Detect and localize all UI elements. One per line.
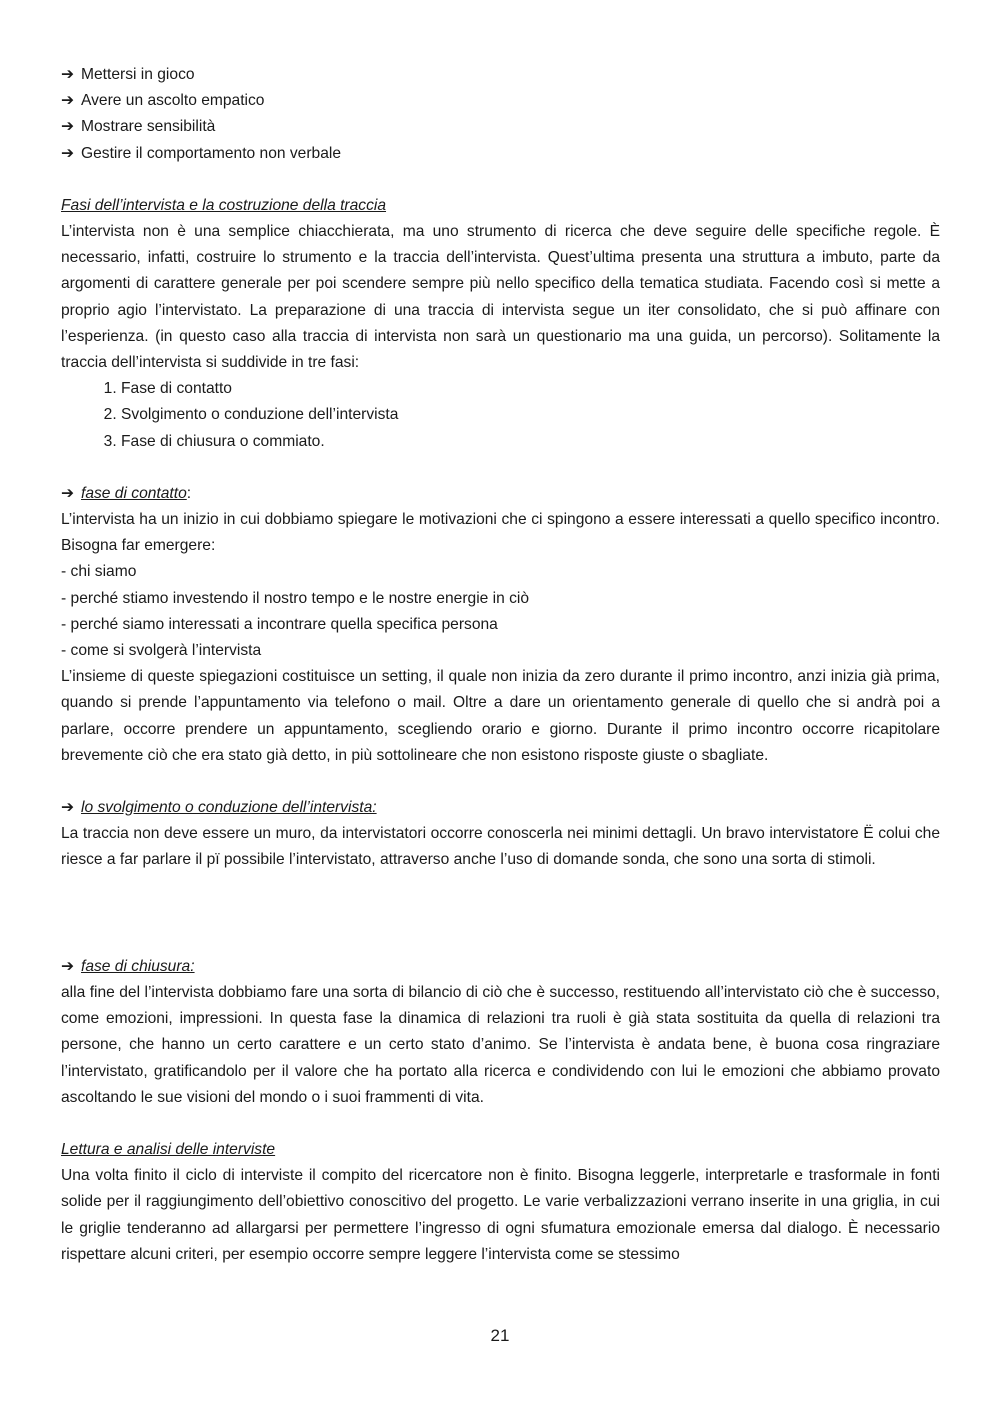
arrow-icon: ➔	[61, 957, 75, 975]
list-item: 2. Svolgimento o conduzione dell’intervista	[121, 402, 940, 428]
page-content	[61, 62, 940, 1268]
section-heading-lettura: Lettura e analisi delle interviste	[61, 1140, 276, 1158]
bullet-item: ➔ Mostrare sensibilità	[61, 114, 940, 140]
paragraph-fasi: L’intervista non è una semplice chiacchierata, ma uno strumento di ricerca che deve seguire delle specifiche regole. È necessario, infatti, costruire lo strumento e la traccia dell’intervista. Quest’ultima presenta una struttura a imbuto, parte da argomenti di carattere generale per poi scendere sempre più nello specifico della tematica studiata. Facendo così si mette a proprio agio l’intervistato. La preparazione di una traccia di intervista segue un iter consolidato, che si può affinare con l’esperienza. (in questo caso alla traccia di intervista non sarà un questionario ma una guida, un percorso). Solitamente la traccia dell’intervista si suddivide in tre fasi:	[61, 223, 940, 372]
paragraph-svolgimento: La traccia non deve essere un muro, da intervistatori occorre conoscerla nei minimi dettagli. Un bravo intervistatore Ë colui che riesce a far parlare il pï possibile l’intervistato, attraverso anche l’uso di domande sonda, che sono una sorta di stimoli.	[61, 825, 940, 869]
section-heading-fasi: Fasi dell’intervista e la costruzione della traccia	[61, 196, 387, 214]
paragraph-contatto-2: L’insieme di queste spiegazioni costituisce un setting, il quale non inizia da zero durante il primo incontro, anzi inizia già prima, quando si prende l’appuntamento via telefono o mail. Oltre a dare un orientamento generale di quello che si andrà poi a parlare, occorre prendere un appuntamento, scegliendo orario e giorno. Durante il primo incontro occorre ricapitolare brevemente ciò che era stato già detto, in più sottolineare che non esistono risposte giuste o sbagliate.	[61, 668, 940, 764]
arrow-icon: ➔	[61, 118, 75, 136]
section-heading-svolgimento: ➔ lo svolgimento o conduzione dell’intervista:	[61, 795, 940, 821]
paragraph-chiusura: alla fine del l’intervista dobbiamo fare una sorta di bilancio di ciò che è successo, restituendo all’intervistato ciò che è successo, come emozioni, impressioni. In questa fase la dinamica di relazioni tra ruoli è già stata sostituita da quella di relazioni tra persone, che hanno un certo carattere e un certo stato d’animo. Se l’intervista è andata bene, è buona cosa ringraziare l’intervistato, gratificandolo per il valore che ha portato alla ricerca e condividendo con lui le emozioni che abbiamo provato ascoltando le sue visioni del mondo o i suoi frammenti di vita.	[61, 983, 940, 1106]
bullet-item: ➔ Avere un ascolto empatico	[61, 88, 940, 114]
dash-item: - chi siamo	[61, 563, 137, 581]
page-number: 21	[490, 1326, 510, 1345]
dash-item: - perché siamo interessati a incontrare quella specifica persona	[61, 615, 498, 633]
paragraph-lettura: Una volta finito il ciclo di interviste il compito del ricercatore non è finito. Bisogna leggerle, interpretarle e trasformale in fonti solide per il raggiungimento dell’obiettivo conoscitivo del progetto. Le varie verbalizzazioni verrano inserite in una griglia, in cui le griglie tenderanno ad allargarsi per permettere l’ingresso di ogni sfumatura emozionale emersa dal dialogo. È necessario rispettare alcuni criteri, per esempio occorre sempre leggere l’intervista come se stessimo	[61, 1167, 940, 1263]
bullet-item: ➔ Mettersi in gioco	[61, 62, 940, 88]
list-item: 3. Fase di chiusura o commiato.	[121, 429, 940, 455]
arrow-icon: ➔	[61, 92, 75, 110]
section-heading-chiusura: ➔ fase di chiusura:	[61, 954, 940, 980]
paragraph-contatto-1: L’intervista ha un inizio in cui dobbiamo spiegare le motivazioni che ci spingono a essere interessati a quello specifico incontro. Bisogna far emergere:	[61, 511, 940, 555]
dash-item: - perché stiamo investendo il nostro tempo e le nostre energie in ciò	[61, 589, 530, 607]
phases-list	[61, 376, 940, 455]
arrow-icon: ➔	[61, 144, 75, 162]
section-heading-contatto: ➔ fase di contatto:	[61, 481, 940, 507]
arrow-icon: ➔	[61, 66, 75, 83]
bullet-item: ➔ Gestire il comportamento non verbale	[61, 141, 940, 167]
arrow-icon: ➔	[61, 484, 75, 502]
list-item: 1. Fase di contatto	[121, 376, 940, 402]
dash-item: - come si svolgerà l’intervista	[61, 642, 262, 660]
arrow-icon: ➔	[61, 799, 75, 817]
